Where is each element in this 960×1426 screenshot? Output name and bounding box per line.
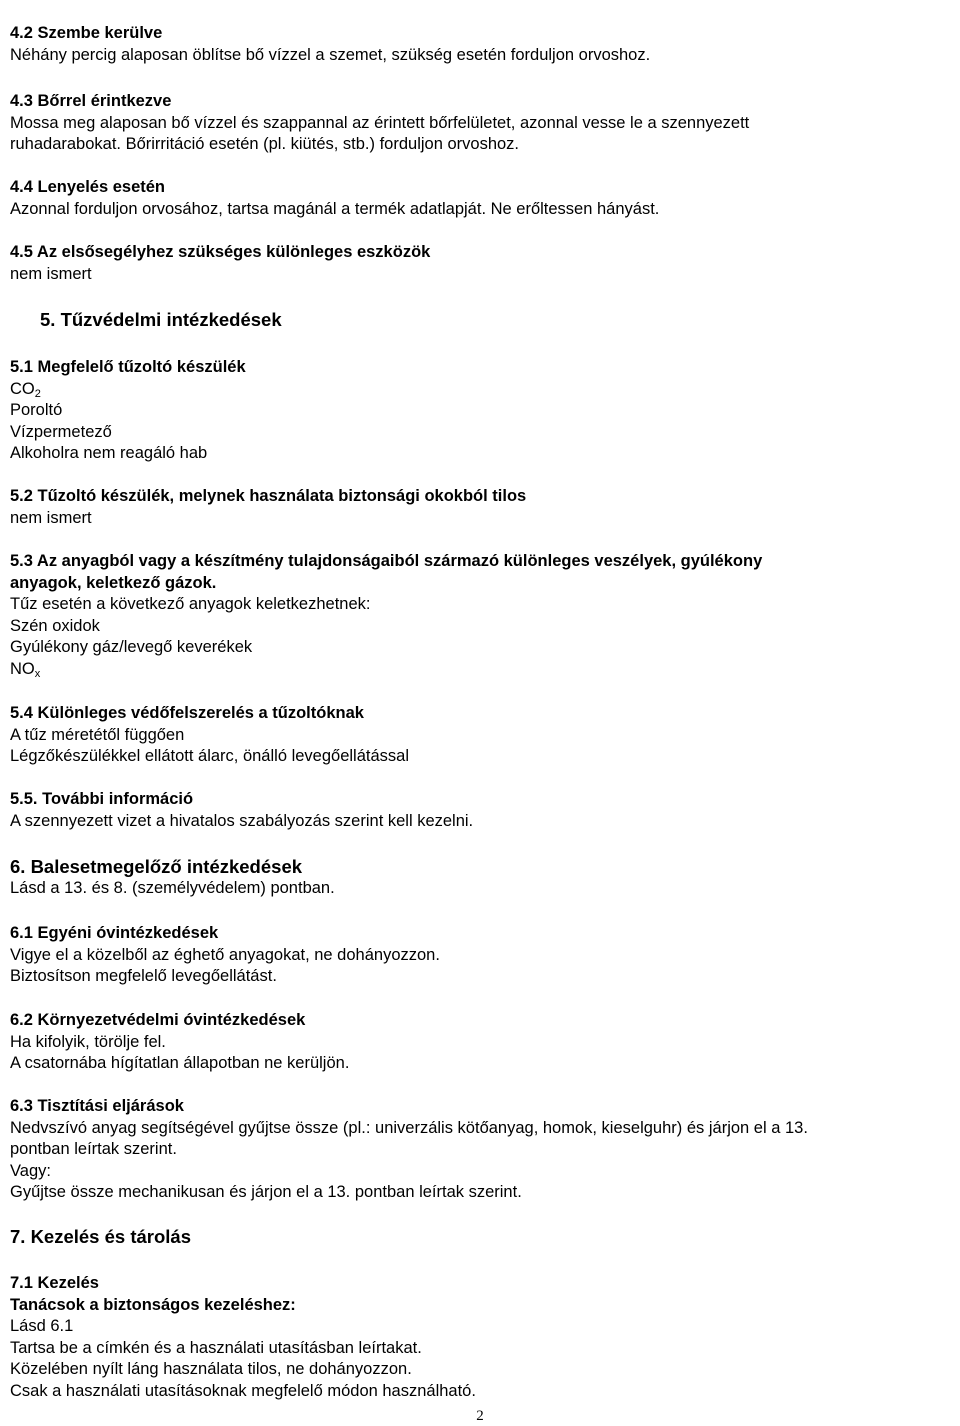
section-heading: 5.3 Az anyagból vagy a készítmény tulajdonságaiból származó különleges veszélyek, gyúlékony [10, 552, 763, 570]
section-heading: 5.5. További információ [10, 790, 194, 808]
section-5-2 [10, 486, 945, 529]
section-7-1 [10, 1273, 945, 1402]
section-5-3 [10, 551, 945, 680]
paragraph: Néhány percig alaposan öblítse bő vízzel a szemet, szükség esetén forduljon orvoshoz. [10, 45, 651, 64]
paragraph-line: Lásd 6.1 [10, 1317, 74, 1335]
paragraph: A szennyezett vizet a hivatalos szabályozás szerint kell kezelni. [10, 811, 474, 830]
section-6 [10, 856, 945, 899]
section-5 [40, 309, 960, 331]
section-4-3 [10, 91, 945, 156]
paragraph: Azonnal forduljon orvosához, tartsa magánál a termék adatlapját. Ne erőltessen hányást. [10, 199, 660, 218]
paragraph-line: Közelében nyílt láng használata tilos, ne dohányozzon. [10, 1360, 412, 1378]
paragraph-line: pontban leírtak szerint. [10, 1140, 177, 1158]
paragraph: Lásd a 13. és 8. (személyvédelem) pontban. [10, 878, 335, 897]
section-heading: 5.4 Különleges védőfelszerelés a tűzoltóknak [10, 704, 364, 722]
paragraph-line: Csak a használati utasításoknak megfelelő módon használható. [10, 1381, 476, 1400]
section-heading: 7.1 Kezelés [10, 1274, 99, 1292]
paragraph-line: ruhadarabokat. Bőrirritáció esetén (pl. kiütés, stb.) forduljon orvoshoz. [10, 135, 520, 153]
paragraph-line: Légzőkészülékkel ellátott álarc, önálló levegőellátással [10, 747, 409, 765]
paragraph-line: Tartsa be a címkén és a használati utasításban leírtakat. [10, 1338, 422, 1357]
list-item: Alkoholra nem reagáló hab [10, 444, 208, 462]
section-heading: 4.5 Az elsősegélyhez szükséges különleges eszközök [10, 243, 431, 261]
paragraph: nem ismert [10, 264, 92, 283]
section-4-2 [10, 23, 945, 66]
paragraph-line: Ha kifolyik, törölje fel. [10, 1032, 166, 1051]
paragraph-line: Biztosítson megfelelő levegőellátást. [10, 967, 277, 985]
section-heading: 6.2 Környezetvédelmi óvintézkedések [10, 1011, 306, 1029]
list-item-nox: $NO_x$ [10, 659, 41, 680]
chapter-heading: 6. Balesetmegelőző intézkedések [10, 856, 303, 877]
section-5-4 [10, 703, 945, 768]
subheading: Tanácsok a biztonságos kezeléshez: [10, 1295, 296, 1314]
paragraph: Tűz esetén a következő anyagok keletkezhetnek: [10, 595, 371, 613]
section-heading: 4.4 Lenyelés esetén [10, 178, 166, 196]
list-item: Vízpermetező [10, 422, 112, 441]
section-heading: 6.3 Tisztítási eljárások [10, 1097, 184, 1115]
paragraph-line: Vigye el a közelből az éghető anyagokat, ne dohányozzon. [10, 945, 440, 964]
section-4-4 [10, 177, 945, 220]
section-heading: 5.2 Tűzoltó készülék, melynek használata biztonsági okokból tilos [10, 487, 527, 505]
chapter-heading: 5. Tűzvédelmi intézkedések [40, 309, 282, 330]
list-item: Szén oxidok [10, 616, 100, 635]
section-heading: 4.2 Szembe kerülve [10, 24, 163, 42]
section-heading: 5.1 Megfelelő tűzoltó készülék [10, 358, 246, 376]
section-5-1 [10, 357, 945, 465]
paragraph-line: Mossa meg alaposan bő vízzel és szappannal az érintett bőrfelületet, azonnal vesse le a szennyezett [10, 113, 750, 132]
section-heading: 4.3 Bőrrel érintkezve [10, 92, 172, 110]
section-7 [10, 1226, 945, 1248]
section-4-5 [10, 242, 945, 285]
list-item: Gyúlékony gáz/levegő keverékek [10, 638, 253, 656]
paragraph: nem ismert [10, 508, 92, 527]
section-6-2 [10, 1010, 945, 1075]
section-heading: anyagok, keletkező gázok. [10, 573, 217, 592]
paragraph-line: A tűz méretétől függően [10, 725, 185, 744]
list-item: Poroltó [10, 401, 63, 419]
section-5-5 [10, 789, 945, 832]
paragraph-line: Vagy: [10, 1161, 51, 1180]
list-item-co2: $CO_2$ [10, 379, 41, 400]
page-number: 2 [476, 1408, 484, 1424]
chapter-heading: 7. Kezelés és tárolás [10, 1226, 191, 1247]
paragraph-line: A csatornába hígítatlan állapotban ne kerüljön. [10, 1054, 350, 1072]
section-6-3 [10, 1096, 945, 1204]
paragraph-line: Gyűjtse össze mechanikusan és járjon el a 13. pontban leírtak szerint. [10, 1183, 522, 1201]
section-heading: 6.1 Egyéni óvintézkedések [10, 924, 219, 942]
paragraph-line: Nedvszívó anyag segítségével gyűjtse össze (pl.: univerzális kötőanyag, homok, kieselguhr) és járjon el a 13. [10, 1118, 808, 1137]
section-6-1 [10, 923, 945, 988]
